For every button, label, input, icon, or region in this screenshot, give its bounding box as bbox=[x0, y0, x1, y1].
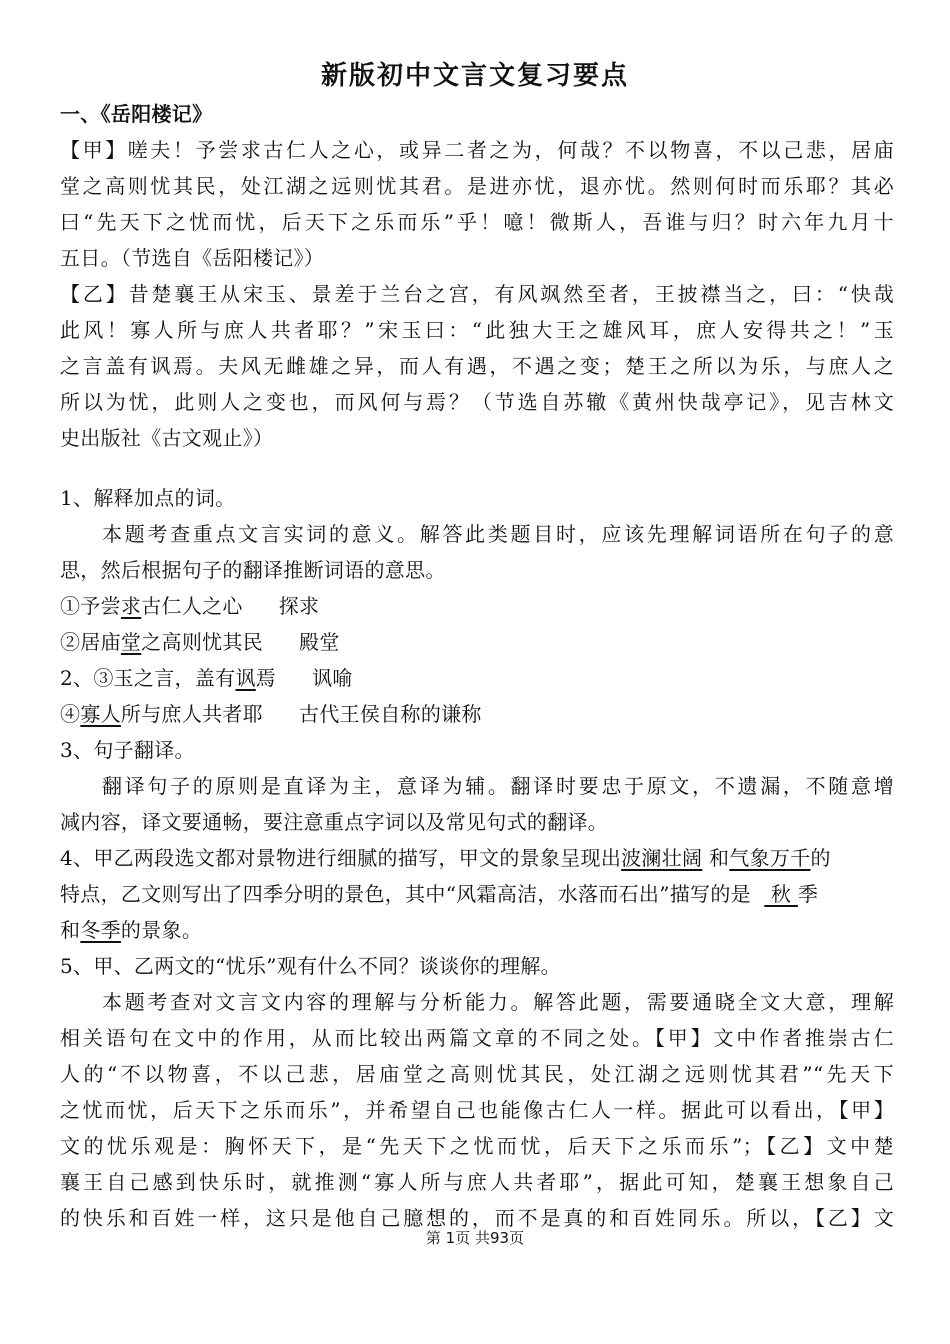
question-4-text: 的 bbox=[810, 846, 831, 870]
question-4-answer: 气象万千 bbox=[729, 846, 811, 870]
question-5-title: 5、甲、乙两文的“忧乐”观有什么不同？谈谈你的理解。 bbox=[60, 954, 561, 978]
question-4-text: 和 bbox=[702, 846, 730, 870]
vocab-suffix: 之高则忧其民 bbox=[141, 630, 264, 654]
passage-jia-line: 堂之高则忧其民，处江湖之远则忧其君。是进亦忧，退亦忧。然则何时而乐耶？其必 bbox=[60, 174, 894, 198]
question-4-text: 和 bbox=[60, 918, 81, 942]
question-4-text: 的景象。 bbox=[120, 918, 203, 942]
vocab-answer: 探求 bbox=[278, 594, 320, 618]
section-heading: 一、《岳阳楼记》 bbox=[60, 102, 213, 126]
vocab-prefix: 2、③玉之言，盖有 bbox=[60, 666, 236, 690]
question-5-explanation: 人的“不以物喜，不以己悲，居庙堂之高则忧其民，处江湖之远则忧其君”“先天下 bbox=[60, 1062, 894, 1086]
vocab-word: 讽 bbox=[235, 666, 256, 690]
question-4-text: 4、甲乙两段选文都对景物进行细腻的描写，甲文的景象呈现出 bbox=[60, 846, 622, 870]
question-3-explanation: 翻译句子的原则是直译为主，意译为辅。翻译时要忠于原文，不遗漏，不随意增 bbox=[102, 774, 894, 798]
vocab-answer: 古代王侯自称的谦称 bbox=[299, 702, 482, 726]
vocab-item bbox=[60, 624, 894, 660]
question-5-explanation: 相关语句在文中的作用，从而比较出两篇文章的不同之处。【甲】文中作者推崇古仁 bbox=[60, 1026, 894, 1050]
question-4-answer: 波澜壮阔 bbox=[621, 846, 703, 870]
vocab-prefix: ②居庙 bbox=[60, 630, 121, 654]
passage-jia-line: 【甲】嗟夫！予尝求古仁人之心，或异二者之为，何哉？不以物喜，不以己悲，居庙 bbox=[60, 138, 894, 162]
question-4-text: 季 bbox=[797, 882, 819, 906]
passage-jia-line: 曰“先天下之忧而忧，后天下之乐而乐”乎！噫！微斯人，吾谁与归？时六年九月十 bbox=[60, 210, 894, 234]
question-1-explanation: 本题考查重点文言实词的意义。解答此类题目时，应该先理解词语所在句子的意 bbox=[102, 522, 894, 546]
passage-yi-line: 【乙】昔楚襄王从宋玉、景差于兰台之宫，有风飒然至者，王披襟当之，曰：“快哉 bbox=[60, 282, 894, 306]
vocab-suffix: 焉 bbox=[255, 666, 277, 690]
question-4-line bbox=[60, 840, 894, 876]
question-4-answer: 冬季 bbox=[80, 918, 121, 942]
question-5-explanation: 之忧而忧，后天下之乐而乐”，并希望自己也能像古仁人一样。据此可以看出，【甲】 bbox=[60, 1098, 894, 1122]
question-3-title: 3、句子翻译。 bbox=[60, 738, 195, 762]
question-5-explanation: 的快乐和百姓一样，这只是他自己臆想的，而不是真的和百姓同乐。所以，【乙】文 bbox=[60, 1206, 894, 1230]
vocab-suffix: 所与庶人共者耶 bbox=[120, 702, 264, 726]
vocab-suffix: 古仁人之心 bbox=[141, 594, 243, 618]
vocab-item bbox=[60, 696, 894, 732]
question-5-explanation: 本题考查对文言文内容的理解与分析能力。解答此题，需要通晓全文大意，理解 bbox=[102, 990, 894, 1014]
question-1-explanation: 思，然后根据句子的翻译推断词语的意思。 bbox=[60, 558, 446, 582]
page-footer: 第 1页 共93页 bbox=[425, 1229, 525, 1247]
question-4-line bbox=[60, 912, 894, 948]
vocab-answer: 讽喻 bbox=[312, 666, 353, 690]
passage-jia-line: 五日。（节选自《岳阳楼记》） bbox=[60, 246, 325, 270]
vocab-item bbox=[60, 660, 894, 696]
question-4-answer: 秋 bbox=[764, 882, 798, 906]
vocab-word: 堂 bbox=[120, 630, 142, 654]
passage-yi-line: 此风！寡人所与庶人共者耶？”宋玉曰：“此独大王之雄风耳，庶人安得共之！”玉 bbox=[60, 318, 894, 342]
question-3-explanation: 减内容，译文要通畅，要注意重点字词以及常见句式的翻译。 bbox=[60, 810, 609, 834]
question-5-explanation: 襄王自己感到快乐时，就推测“寡人所与庶人共者耶”，据此可知，楚襄王想象自己 bbox=[60, 1170, 894, 1194]
vocab-word: 寡人 bbox=[80, 702, 121, 726]
vocab-prefix: ④ bbox=[60, 702, 81, 726]
page-title: 新版初中文言文复习要点 bbox=[320, 61, 629, 91]
vocab-item bbox=[60, 588, 894, 624]
passage-yi-line: 之言盖有讽焉。夫风无雌雄之异，而人有遇，不遇之变；楚王之所以为乐，与庶人之 bbox=[60, 354, 894, 378]
passage-yi-line: 史出版社《古文观止》） bbox=[60, 426, 274, 450]
vocab-answer: 殿堂 bbox=[299, 630, 340, 654]
vocab-prefix: ①予尝 bbox=[60, 594, 121, 618]
question-4-text: 特点，乙文则写出了四季分明的景色，其中“风霜高洁，水落而石出”描写的是 bbox=[60, 882, 765, 906]
question-4-line bbox=[60, 876, 894, 912]
question-5-explanation: 文的忧乐观是：胸怀天下，是“先天下之忧而忧，后天下之乐而乐”；【乙】文中楚 bbox=[60, 1134, 894, 1158]
question-1-title: 1、解释加点的词。 bbox=[60, 486, 236, 510]
vocab-word: 求 bbox=[120, 594, 142, 618]
passage-yi-line: 所以为忧，此则人之变也，而风何与焉？（节选自苏辙《黄州快哉亭记》，见吉林文 bbox=[60, 390, 894, 414]
